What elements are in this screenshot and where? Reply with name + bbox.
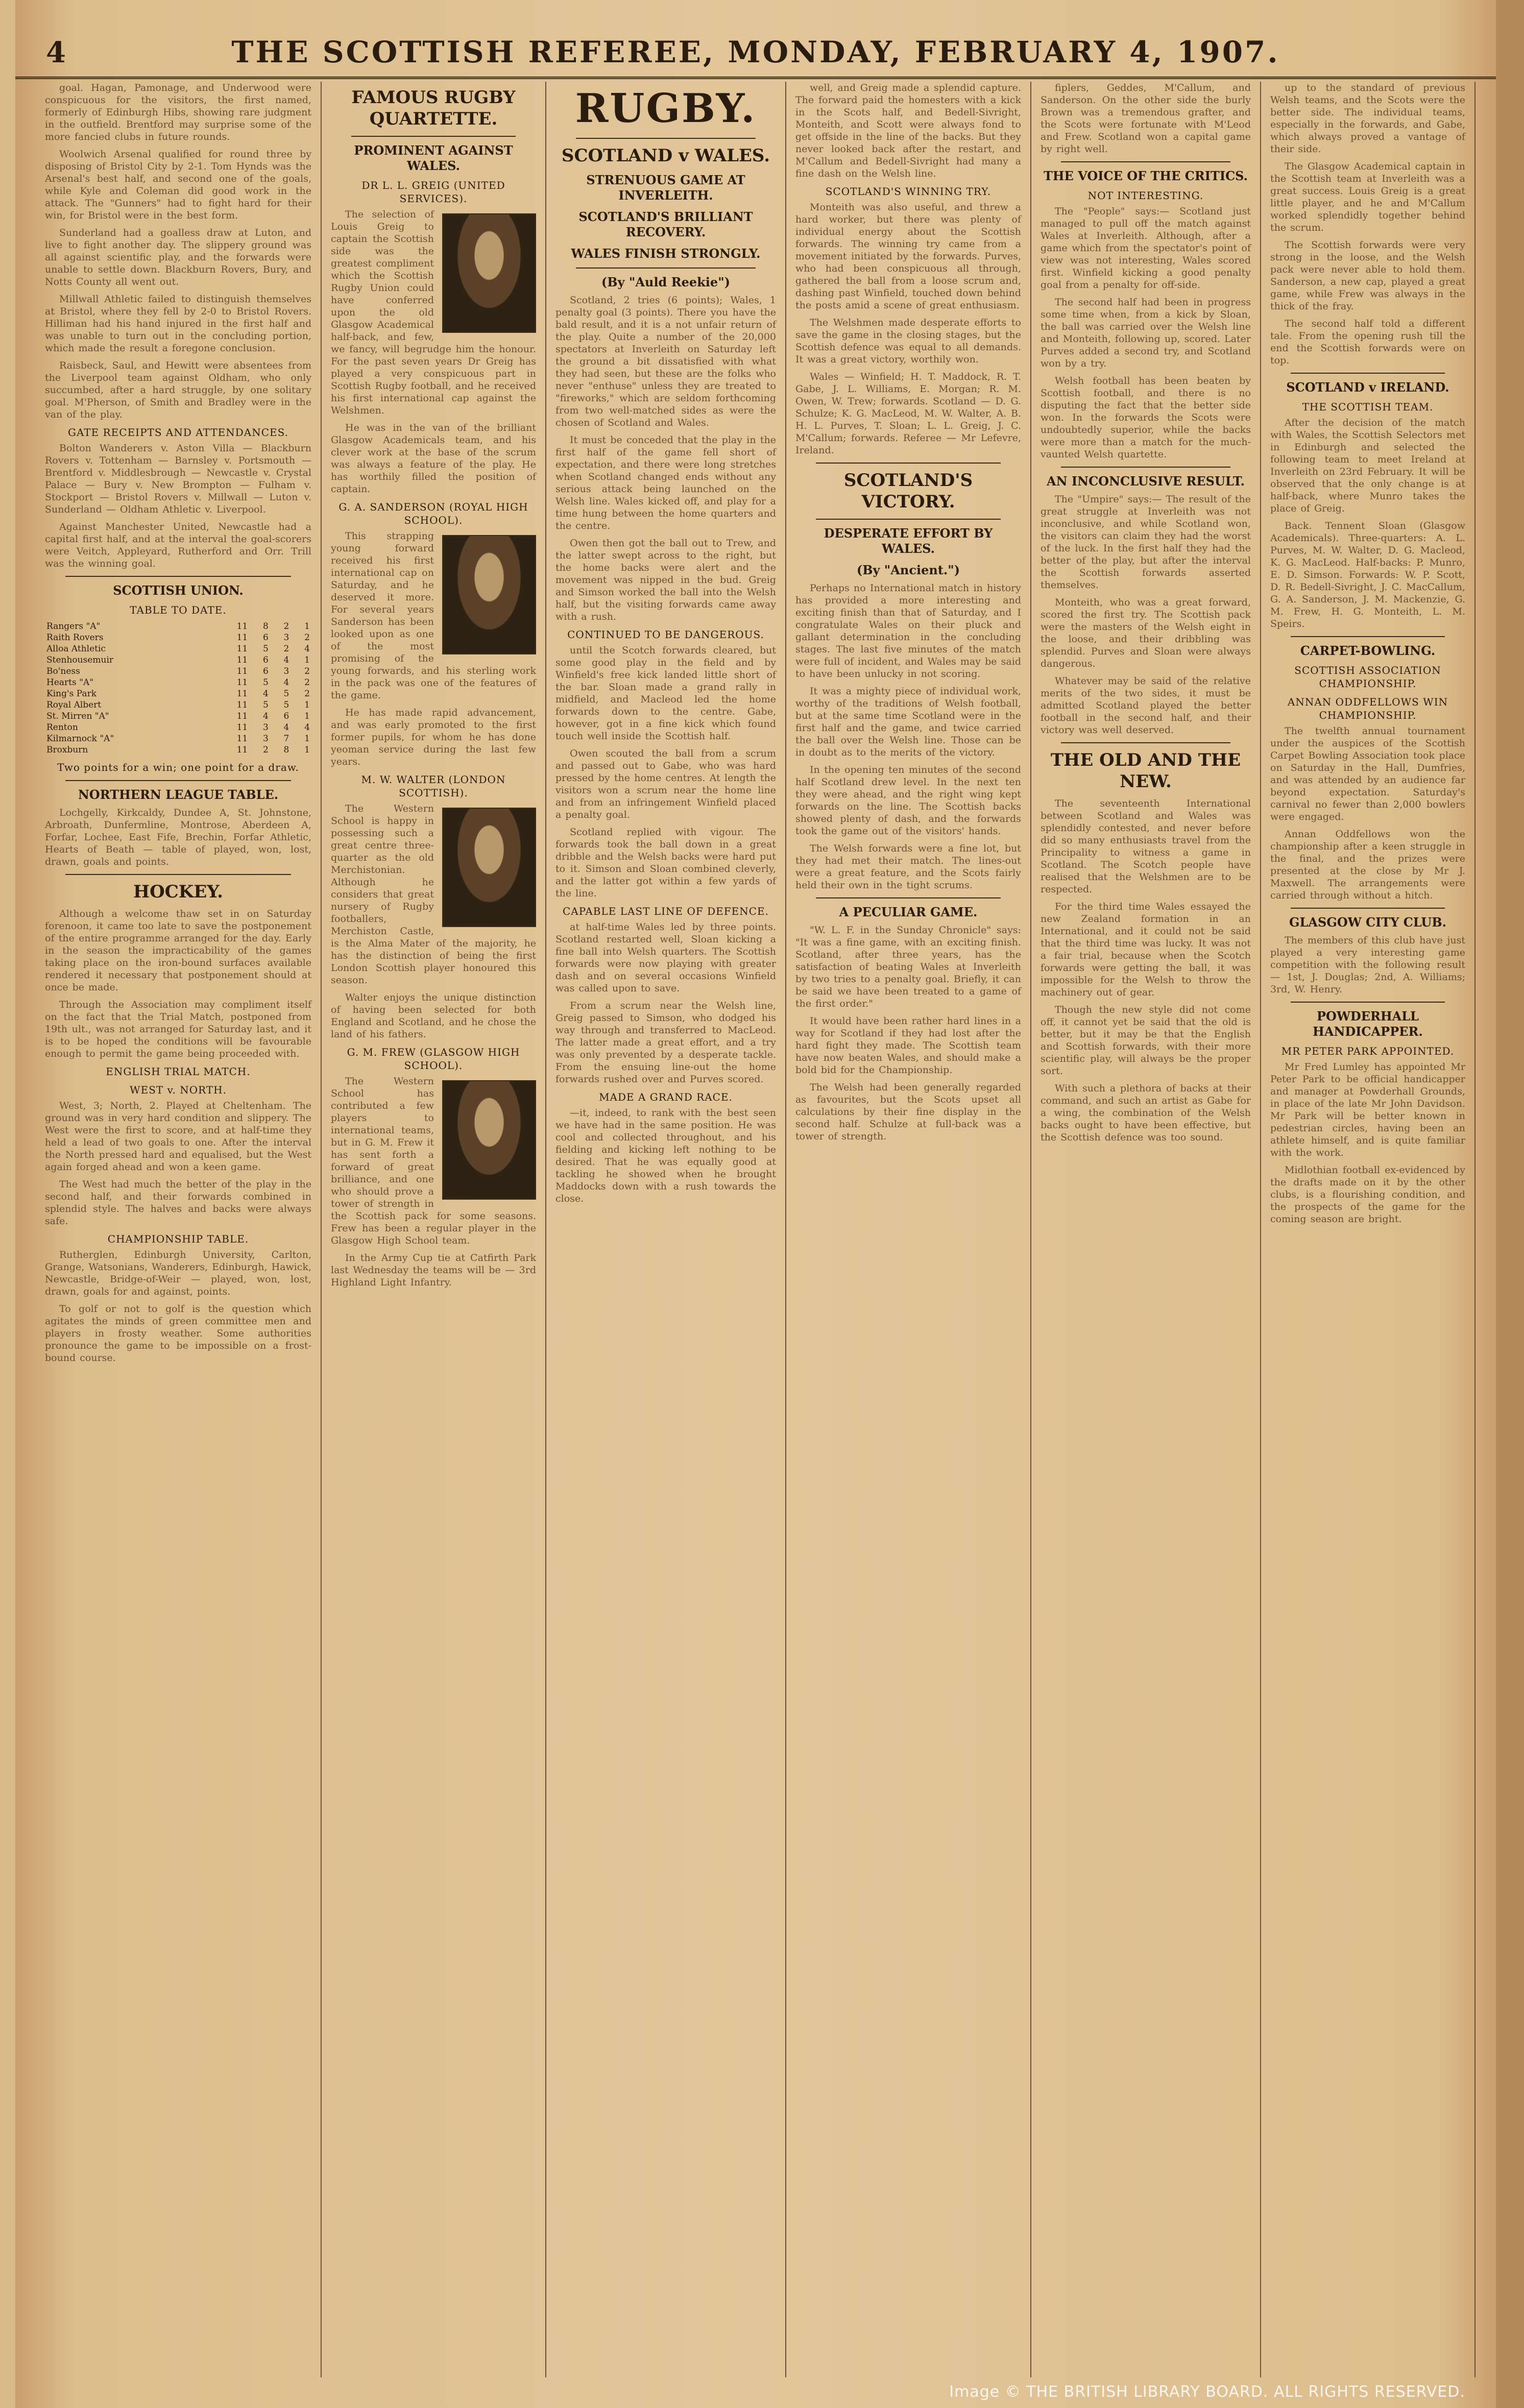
- table-cell: 6: [283, 711, 289, 721]
- table-cell: 5: [262, 644, 269, 654]
- table-cell: 11: [236, 700, 248, 710]
- column-4: well, and Greig made a splendid capture. The forward paid the homesters with a kick in the Scots half, and Bedell-Sivright, Monteith, and Scott were always fond to get offside in the line of the backs. But they never looked back after the restart, and M'Callum and Bedell-Sivright had many a fine dash on the Welsh line. SCOTLAND'S WINNING TRY. Monteith was also useful, and threw a hard worker, but there was plenty of individual energy about the Scottish forwards. The winning try came from a movement initiated by the forwards. Purves, who had been conspicuous all through, gathered the ball from a loose scrum and, dashing past Winfield, touched down behind the posts amid a scene of great enthusiasm. The Welshmen made desperate efforts to save the game in the closing stages, but the Scottish defence was equal to all demands. It was a great victory, worthily won. Wales — Winfield; H. T. Maddock, R. T. Gabe, J. L. Williams, E. Morgan; R. M. Owen, W. Trew; forwards. Scotland — D. G. Schulze; K. G. MacLeod, M. W. Walter, A. B. H. L. Purves, T. Sloan; L. L. Greig, J. C. M'Callum; forwards. Referee — Mr Lefevre, Ireland. SCOTLAND'S VICTORY. DESPERATE EFFORT BY WALES. (By "Ancient.") Perhaps no International match in history has provided a more interesting and exciting finish than that of Saturday, and I congratulate Wales on their pluck and gallant determination in the concluding stages. The last five minutes of the match were full of incident, and Wales may be said to have been unlucky in not scoring. It was a mighty piece of individual work, worthy of the traditions of Welsh football, but at the same time Scotland were in the first half and the game, and twice carried the ball over the Welsh line. Those can be in doubt as to the merits of the victory. In the opening ten minutes of the second half Scotland drew level. In the next ten they were ahead, and the right wing kept forwards on the line. The Scottish backs showed plenty of dash, and the forwards took the game out of the visitors' hands. The Welsh forwards were a fine lot, but they had met their match. The lines-out were a great feature, and the Scots fairly held their own in the tight scrums. A PECULIAR GAME. "W. L. F. in the Sunday Chronicle" says: "It was a fine game, with an exciting finish. Scotland, after three years, has the satisfaction of beating Wales at Inverleith by two tries to a penalty goal. Briefly, it can be said we have been treated to a game of the first order." It would have been rather hard lines in a way for Scotland if they had lost after the hard fight they made. The Scottish team have now beaten Wales, and should make a bold bid for the Championship. The Welsh had been generally regarded as favourites, but the Scots upset all calculations by their fine display in the second half. Schulze at full-back was a tower of strength.: [786, 82, 1031, 2377]
- critics-sub-2: AN INCONCLUSIVE RESULT.: [1047, 474, 1245, 489]
- table-cell: 5: [283, 700, 289, 710]
- hockey-title: HOCKEY.: [133, 882, 223, 902]
- table-cell: Royal Albert: [46, 700, 102, 710]
- powderhall-sub: MR PETER PARK APPOINTED.: [1281, 1045, 1455, 1057]
- sub-heading: MADE A GRAND RACE.: [599, 1091, 733, 1103]
- page-edge: [1496, 0, 1524, 2408]
- page-number: 4: [46, 36, 66, 69]
- copyright-credit: Image © THE BRITISH LIBRARY BOARD. ALL RIGHTS RESERVED.: [949, 2383, 1465, 2401]
- table-cell: 2: [304, 677, 310, 688]
- table-cell: 2: [283, 621, 289, 631]
- table-cell: 8: [283, 745, 289, 755]
- sub-heading: CAPABLE LAST LINE OF DEFENCE.: [562, 905, 769, 917]
- table-cell: 5: [262, 700, 269, 710]
- table-cell: 1: [304, 711, 310, 721]
- table-cell: 6: [262, 666, 269, 676]
- table-cell: 1: [304, 734, 310, 744]
- table-cell: 2: [304, 689, 310, 699]
- table-cell: 2: [304, 666, 310, 676]
- table-cell: 1: [304, 621, 310, 631]
- table-cell: 11: [236, 734, 248, 744]
- table-row: [45, 722, 311, 733]
- player-3-caption: M. W. WALTER (LONDON SCOTTISH).: [361, 773, 506, 799]
- table-cell: 1: [304, 655, 310, 665]
- old-and-new-heading: THE OLD AND THE NEW.: [1050, 750, 1241, 792]
- table-cell: Broxburn: [46, 745, 88, 755]
- scottish-union-table: [45, 621, 311, 756]
- victory-byline: (By "Ancient."): [856, 563, 960, 577]
- northern-league-title: NORTHERN LEAGUE TABLE.: [78, 787, 279, 802]
- table-row: [45, 688, 311, 699]
- table-cell: Rangers "A": [46, 621, 101, 631]
- english-trial-subtitle: WEST v. NORTH.: [130, 1084, 227, 1096]
- quartette-subheading: PROMINENT AGAINST WALES.: [354, 143, 513, 173]
- table-cell: Stenhousemuir: [46, 655, 114, 665]
- table-cell: Bo'ness: [46, 666, 80, 676]
- scottish-union-note: Two points for a win; one point for a draw.: [57, 761, 299, 773]
- rugby-heading: RUGBY.: [575, 85, 757, 132]
- table-cell: 3: [262, 734, 269, 744]
- table-cell: 11: [236, 644, 248, 654]
- table-cell: 3: [262, 722, 269, 733]
- player-4-caption: G. M. FREW (GLASGOW HIGH SCHOOL).: [347, 1046, 520, 1072]
- table-cell: 4: [283, 722, 289, 733]
- byline: (By "Auld Reekie"): [601, 275, 731, 289]
- carpet-bowling-sub: SCOTTISH ASSOCIATION CHAMPIONSHIP.: [1294, 664, 1441, 690]
- table-row: [45, 677, 311, 688]
- table-row: [45, 699, 311, 711]
- table-cell: 4: [262, 711, 269, 721]
- table-cell: Raith Rovers: [46, 633, 104, 643]
- table-row: [45, 632, 311, 643]
- championship-title: CHAMPIONSHIP TABLE.: [107, 1233, 249, 1245]
- victory-heading: SCOTLAND'S VICTORY.: [843, 470, 973, 512]
- table-cell: 4: [304, 644, 310, 654]
- table-row: [45, 621, 311, 632]
- newspaper-page: [15, 0, 1496, 2408]
- table-row: [45, 733, 311, 744]
- critics-sub-1: NOT INTERESTING.: [1087, 189, 1204, 202]
- scottish-union-title: SCOTTISH UNION.: [113, 583, 244, 598]
- table-cell: 4: [262, 689, 269, 699]
- table-cell: 11: [236, 722, 248, 733]
- table-cell: 11: [236, 633, 248, 643]
- table-cell: 1: [304, 745, 310, 755]
- table-cell: 2: [283, 644, 289, 654]
- sub-heading: SCOTLAND'S WINNING TRY.: [825, 185, 991, 198]
- table-cell: 11: [236, 711, 248, 721]
- column-6: up to the standard of previous Welsh teams, and the Scots were the better side. The individual teams, especially in the forwards, and Gabe, which always proved a vantage of their side. The Glasgow Academical captain in the Scottish team at Inverleith was a great success. Louis Greig is a great little player, and he and M'Callum worked splendidly together behind the scrum. The Scottish forwards were very strong in the loose, and the Welsh pack were never able to hold them. Sanderson, a new cap, played a great game, while Frew was always in the thick of the fray. The second half told a different tale. From the opening rush till the end the Scottish forwards were on top. SCOTLAND v IRELAND. THE SCOTTISH TEAM. After the decision of the match with Wales, the Scottish Selectors met in Edinburgh and selected the following team to meet Ireland at Inverleith on 23rd February. It will be observed that the only change is at half-back, where Munro takes the place of Greig. Back. Tennent Sloan (Glasgow Academicals). Three-quarters: A. L. Purves, M. W. Walter, D. G. Macleod, K. G. MacLeod. Half-backs: P. Munro, E. D. Simson. Forwards: W. P. Scott, D. R. Bedell-Sivright, J. C. MacCallum, G. A. Sanderson, J. M. Mackenzie, G. M. Frew, H. G. Monteith, L. M. Speirs. CARPET-BOWLING. SCOTTISH ASSOCIATION CHAMPIONSHIP. ANNAN ODDFELLOWS WIN CHAMPIONSHIP. The twelfth annual tournament under the auspices of the Scottish Carpet Bowling Association took place on Saturday in the Hall, Dumfries, and was attended by an audience far beyond expectation. Saturday's carnival no fewer than 2,000 bowlers were engaged. Annan Oddfellows won the championship after a keen struggle in the final, and the prizes were presented at the close by Mr J. Maxwell. The arrangements were carried through without a hitch. GLASGOW CITY CLUB. The members of this club have just played a very interesting game competition with the following result — 1st, J. Douglas; 2nd, A. Williams; 3rd, W. Henry. POWDERHALL HANDICAPPER. MR PETER PARK APPOINTED. Mr Fred Lumley has appointed Mr Peter Park to be official handicapper and manager at Powderhall Grounds, in place of the late Mr John Davidson. Mr Park will be better known in pedestrian circles, having been an athlete himself, and is quite familiar with the work. Midlothian football ex-evidenced by the drafts made on it by the other clubs, is a flourishing condition, and the prospects of the game for the coming season are bright.: [1261, 82, 1475, 2377]
- column-1: goal. Hagan, Pamonage, and Underwood were conspicuous for the visitors, the first named, formerly of Edinburgh Hibs, showing rare judgment in the outfield. Brentford may surprise some of the more fancied clubs in future rounds. Woolwich Arsenal qualified for round three by disposing of Bristol City by 2-1. Tom Hynds was the Arsenal's best half, and second one of the goals, while Kyle and Coleman did good work in the attack. The "Gunners" had to fight hard for their win, for Bristol were in the best form. Sunderland had a goalless draw at Luton, and live to fight another day. The slippery ground was all against scientific play, and the forwards were unable to settle down. Blackburn Rovers, Bury, and Notts County all went out. Millwall Athletic failed to distinguish themselves at Bristol, where they fell by 2-0 to Bristol Rovers. Hilliman had his hand injured in the first half and was unable to turn out in the concluding portion, which made the result a foregone conclusion. Raisbeck, Saul, and Hewitt were absentees from the Liverpool team against Oldham, who only succumbed, after a hard struggle, by one solitary goal. M'Pherson, of Smith and Bradley were in the van of the play. GATE RECEIPTS AND ATTENDANCES. Bolton Wanderers v. Aston Villa — Blackburn Rovers v. Tottenham — Barnsley v. Portsmouth — Brentford v. Middlesbrough — Newcastle v. Crystal Palace — Bury v. New Brompton — Fulham v. Stockport — Bristol Rovers v. Millwall — Luton v. Sunderland — Oldham Athletic v. Liverpool. Against Manchester United, Newcastle had a capital first half, and at the interval the goal-scorers were Veitch, Appleyard, Rutherford and Orr. Trill was the winning goal. SCOTTISH UNION. TABLE TO DATE. Rangers "A" 11 8 2 1 Raith Rovers 11 6 3 2 Alloa Athletic 11 5 2 4 Stenhousemuir 11 6 4 1 Bo'ness 11 6 3 2 Hearts "A" 11 5 4 2 King's Park 11 4 5 2 Royal Albert 11 5 5 1 St. Mirren "A" 11 4 6 1 Renton 11 3 4 4 Kilmarnock "A" 11 3 7 1 Broxburn 11 2 8 1 Two points for a win; one point for a draw. NORTHERN LEAGUE TABLE. Lochgelly, Kirkcaldy, Dundee A, St. Johnstone, Arbroath, Dunfermline, Montrose, Aberdeen A, Forfar, Lochee, East Fife, Brechin, Forfar Athletic, Hearts of Beath — table of played, won, lost, drawn, goals and points. HOCKEY. Although a welcome thaw set in on Saturday forenoon, it came too late to save the postponement of the entire programme arranged for the day. Early in the season the impracticability of the games taking place on the iron-bound surfaces available rendered it necessary that postponement should at once be made. Through the Association may compliment itself on the fact that the Trial Match, postponed from 19th ult., was not arranged for Saturday last, and it is to be hoped the conditions will be favourable enough to permit the game being proceeded with. ENGLISH TRIAL MATCH. WEST v. NORTH. West, 3; North, 2. Played at Cheltenham. The ground was in very hard condition and slippery. The West were the first to score, and at half-time they held a lead of two goals to one. After the interval the North pressed hard and equalised, but the West again forged ahead and won a keen game. The West had much the better of the play in the second half, and their forwards combined in splendid style. The halves and backs were always safe. CHAMPIONSHIP TABLE. Rutherglen, Edinburgh University, Carlton, Grange, Watsonians, Wanderers, Edinburgh, Hawick, Newcastle, Bridge-of-Weir — played, won, lost, drawn, goals for and against, points. To golf or not to golf is the question which agitates the minds of green committee men and players in frosty weather. Some authorities pronounce the game to be impossible on a frost-bound course.: [36, 82, 322, 2377]
- match-title: SCOTLAND v WALES.: [561, 145, 770, 166]
- table-cell: 4: [283, 655, 289, 665]
- table-row: [45, 711, 311, 722]
- table-cell: 7: [283, 734, 289, 744]
- table-cell: 3: [283, 666, 289, 676]
- table-cell: St. Mirren "A": [46, 711, 109, 721]
- table-cell: 4: [283, 677, 289, 688]
- table-cell: 2: [262, 745, 269, 755]
- table-cell: 11: [236, 666, 248, 676]
- table-cell: King's Park: [46, 689, 97, 699]
- carpet-bowling-sub-2: ANNAN ODDFELLOWS WIN CHAMPIONSHIP.: [1287, 696, 1448, 721]
- table-cell: 3: [283, 633, 289, 643]
- column-2: FAMOUS RUGBY QUARTETTE. PROMINENT AGAINST WALES. DR L. L. GREIG (UNITED SERVICES). The selection of Louis Greig to captain the Scottish side was the greatest compliment which the Scottish Rugby Union could have conferred upon the old Glasgow Academical half-back, and few, we fancy, will begrudge him the honour. For the past seven years Dr Greig has played a very conspicuous part in Scottish Rugby football, and he received his first international cap against the Welshmen. He was in the van of the brilliant Glasgow Academicals team, and his clever work at the base of the scrum was always a feature of the play. He has worthily filled the position of captain. G. A. SANDERSON (ROYAL HIGH SCHOOL). This strapping young forward received his first international cap on Saturday, and he deserved it more. For several years Sanderson has been looked upon as one of the most promising of the young forwards, and his sterling work in the pack was one of the features of the game. He has made rapid advancement, and was early promoted to the first former pupils, for whom he has done yeoman service during the last few years. M. W. WALTER (LONDON SCOTTISH). The Western School is happy in possessing such a great centre three-quarter as the old Merchistonian. Although he considers that great nursery of Rugby footballers, Merchiston Castle, is the Alma Mater of the majority, he has the distinction of being the first London Scottish player honoured this season. Walter enjoys the unique distinction of having been selected for both England and Scotland, and he chose the land of his fathers. G. M. FREW (GLASGOW HIGH SCHOOL). The Western School has contributed a few players to international teams, but in G. M. Frew it has sent forth a forward of great brilliance, and one who should prove a tower of strength in the Scottish pack for some seasons. Frew has been a regular player in the Glasgow High School team. In the Army Cup tie at Catfirth Park last Wednesday the teams will be — 3rd Highland Light Infantry.: [322, 82, 546, 2377]
- strap-1: STRENUOUS GAME AT INVERLEITH.: [586, 173, 745, 203]
- table-row: [45, 744, 311, 756]
- player-2-caption: G. A. SANDERSON (ROYAL HIGH SCHOOL).: [338, 501, 528, 526]
- table-cell: 4: [304, 722, 310, 733]
- table-cell: Kilmarnock "A": [46, 734, 114, 744]
- table-row: [45, 643, 311, 654]
- sub-heading: CONTINUED TO BE DANGEROUS.: [567, 628, 764, 641]
- table-cell: 1: [304, 700, 310, 710]
- table-cell: Renton: [46, 722, 78, 733]
- strap-3: WALES FINISH STRONGLY.: [571, 246, 761, 261]
- table-row: [45, 654, 311, 666]
- english-trial-title: ENGLISH TRIAL MATCH.: [106, 1065, 251, 1078]
- glasgow-city-heading: GLASGOW CITY CLUB.: [1289, 915, 1446, 930]
- table-cell: 11: [236, 677, 248, 688]
- column-3: RUGBY. SCOTLAND v WALES. STRENUOUS GAME AT INVERLEITH. SCOTLAND'S BRILLIANT RECOVERY. WALES FINISH STRONGLY. (By "Auld Reekie") Scotland, 2 tries (6 points); Wales, 1 penalty goal (3 points). There you have the bald result, and it is a not unfair return of the play. Quite a number of the 20,000 spectators at Inverleith on Saturday left the ground a bit dissatisfied with what they had seen, but these are the folks who never "enthuse" unless they are treated to "fireworks," which are seldom forthcoming from two well-matched sides as were the chosen of Scotland and Wales. It must be conceded that the play in the first half of the game fell short of expectation, and there were long stretches when Scotland changed ends without any serious attack being launched on the Welsh line. Wales kicked off, and play for a time hung between the home quarters and the centre. Owen then got the ball out to Trew, and the latter swept across to the right, but the home backs were alert and the movement was nipped in the bud. Greig and Simson worked the ball into the Welsh half, but the visiting forwards came away with a rush. CONTINUED TO BE DANGEROUS. until the Scotch forwards cleared, but some good play in the field and by Winfield's free kick landed little short of the bar. Sloan made a grand rally in midfield, and Macleod led the home forwards down to the centre. Gabe, however, got in a fine kick which found touch well inside the Scottish half. Owen scouted the ball from a scrum and passed out to Gabe, who was hard pressed by the home centres. At length the visitors won a scrum near the home line and from an infringement Winfield placed a penalty goal. Scotland replied with vigour. The forwards took the ball down in a great dribble and the Welsh backs were hard put to it. Simson and Sloan combined cleverly, and the latter got within a few yards of the line. CAPABLE LAST LINE OF DEFENCE. at half-time Wales led by three points. Scotland restarted well, Sloan kicking a fine ball into Welsh quarters. The Scottish forwards were now playing with greater dash and on several occasions Winfield was called upon to save. From a scrum near the Welsh line, Greig passed to Simson, who dodged his way through and transferred to MacLeod. The latter made a great effort, and a try was only prevented by a desperate tackle. From the ensuing line-out the home forwards rushed over and Purves scored. MADE A GRAND RACE. —it, indeed, to rank with the best seen we have had in the same position. He was cool and collected throughout, and his fielding and kicking left nothing to be desired. That he was equally good at tackling he showed when he brought Maddocks down with a rush towards the close.: [546, 82, 786, 2377]
- table-cell: 5: [283, 689, 289, 699]
- masthead: [15, 31, 1496, 79]
- page-title: THE SCOTTISH REFEREE, MONDAY, FEBRUARY 4, 1907.: [231, 35, 1280, 69]
- ireland-heading: SCOTLAND v IRELAND.: [1286, 380, 1449, 395]
- player-1-caption: DR L. L. GREIG (UNITED SERVICES).: [361, 179, 505, 205]
- table-cell: Hearts "A": [46, 677, 94, 688]
- table-row: [45, 666, 311, 677]
- table-cell: 8: [262, 621, 269, 631]
- table-cell: Alloa Athletic: [46, 644, 106, 654]
- victory-strap: DESPERATE EFFORT BY WALES.: [824, 526, 993, 556]
- table-cell: 11: [236, 655, 248, 665]
- table-cell: 11: [236, 689, 248, 699]
- table-cell: 11: [236, 621, 248, 631]
- scottish-union-subtitle: TABLE TO DATE.: [130, 604, 227, 616]
- table-cell: 6: [262, 633, 269, 643]
- table-cell: 2: [304, 633, 310, 643]
- carpet-bowling-heading: CARPET-BOWLING.: [1300, 643, 1436, 658]
- peculiar-game-heading: A PECULIAR GAME.: [839, 905, 978, 919]
- table-cell: 5: [262, 677, 269, 688]
- quartette-heading: FAMOUS RUGBY QUARTETTE.: [351, 87, 516, 129]
- critics-heading: THE VOICE OF THE CRITICS.: [1043, 168, 1248, 183]
- table-cell: 11: [236, 745, 248, 755]
- strap-2: SCOTLAND'S BRILLIANT RECOVERY.: [578, 209, 753, 239]
- table-cell: 6: [262, 655, 269, 665]
- column-5: fiplers, Geddes, M'Callum, and Sanderson. On the other side the burly Brown was a tremendous grafter, and the Scots were fortunate with M'Leod and Frew. Scotland won a capital game by right well. THE VOICE OF THE CRITICS. NOT INTERESTING. The "People" says:— Scotland just managed to pull off the match against Wales at Inverleith. Although, after a game which from the spectator's point of view was not interesting, Wales scored first. Winfield kicking a good penalty goal from a penalty for off-side. The second half had been in progress some time when, from a kick by Sloan, the ball was carried over the Welsh line and Monteith, following up, scored. Later Purves added a second try, and Scotland won by a try. Welsh football has been beaten by Scottish football, and there is no disputing the fact that the better side won. In the forwards the Scots were undoubtedly superior, while the backs were more than a match for the much-vaunted Welsh quartette. AN INCONCLUSIVE RESULT. The "Umpire" says:— The result of the great struggle at Inverleith was not inconclusive, and while Scotland won, the visitors can claim they had the worst of the luck. In the first half they had the better of the play, but after the interval the Scottish forwards asserted themselves. Monteith, who was a great forward, scored the first try. The Scottish pack were the masters of the Welsh eight in the loose, and their dribbling was splendid. Purves and Sloan were always dangerous. Whatever may be said of the relative merits of the two sides, it must be admitted Scotland played the better football in the second half, and their victory was well deserved. THE OLD AND THE NEW. The seventeenth International between Scotland and Wales was splendidly contested, and never before did so many enthusiasts travel from the Principality to witness a game in Scotland. The Scotch people have realised that the Welshmen are to be respected. For the third time Wales essayed the new Zealand formation in an International, and it could not be said that the third time was lucky. It was not a fair trial, because when the Scotch forwards were getting the ball, it was impossible for the Welsh to throw the machinery out of gear. Though the new style did not come off, it cannot yet be said that the old is better, but it may be that the English and Scottish forwards, with their more scientific play, will always be the proper sort. With such a plethora of backs at their command, and such an artist as Gabe for a wing, the combination of the Welsh backs ought to have been effective, but the Scottish defence was too sound.: [1031, 82, 1261, 2377]
- ireland-sub: THE SCOTTISH TEAM.: [1302, 401, 1434, 413]
- powderhall-heading: POWDERHALL HANDICAPPER.: [1313, 1009, 1423, 1039]
